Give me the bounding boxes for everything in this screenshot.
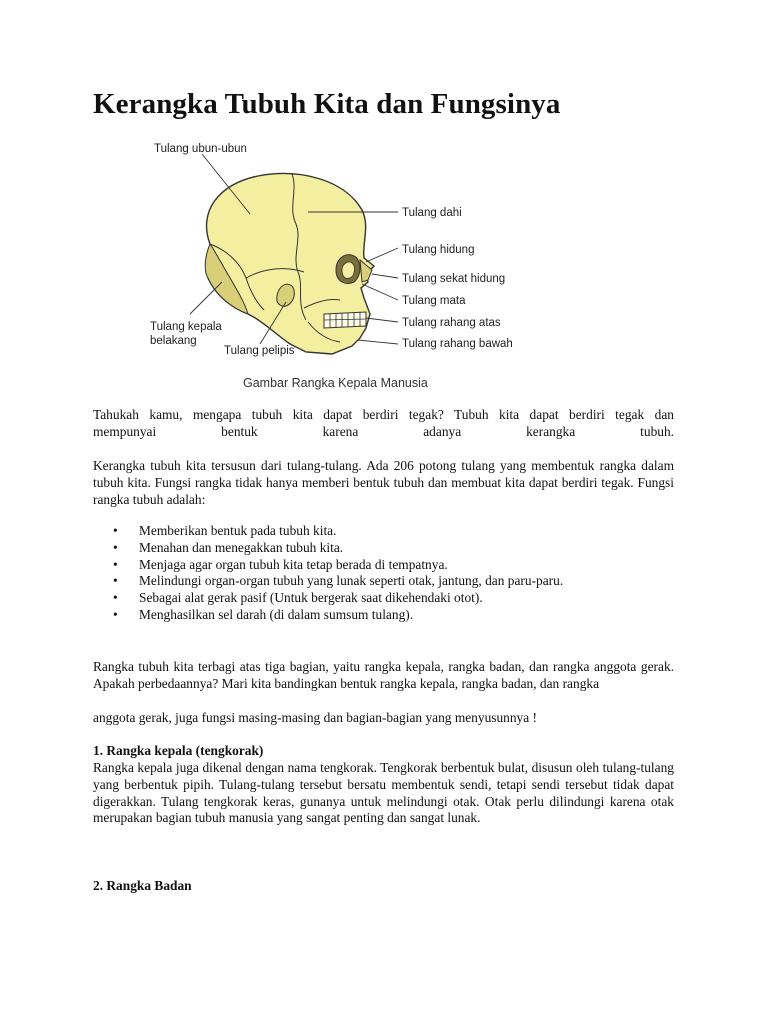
page-title: Kerangka Tubuh Kita dan Fungsinya (93, 88, 561, 120)
bullet-mark: • (113, 556, 118, 572)
bullet-mark: • (113, 606, 118, 622)
label-pelipis: Tulang pelipis (224, 345, 295, 357)
list-item: • Sebagai alat gerak pasif (Untuk bergerak saat dikehendaki otot). (113, 590, 483, 606)
label-belakang-2: belakang (150, 335, 197, 347)
paragraph-structure: Kerangka tubuh kita tersusun dari tulang-tulang. Ada 206 potong tulang yang membentuk rangka dalam tubuh kita. Fungsi rangka tidak hanya memberi bentuk tubuh dan membuat kita dapat berdiri tegak. Fungsi rangka tubuh adalah: (93, 458, 674, 507)
label-belakang-1: Tulang kepala (150, 321, 222, 333)
intro-line-1: Tahukah kamu, mengapa tubuh kita dapat berdiri tegak? Tubuh kita dapat berdiri tegak dan (93, 407, 674, 422)
section1-heading: 1. Rangka kepala (tengkorak) (93, 743, 264, 758)
list-item: • Menahan dan menegakkan tubuh kita. (113, 539, 344, 555)
functions-list (93, 523, 674, 624)
label-dahi: Tulang dahi (402, 207, 462, 219)
label-rahang-atas: Tulang rahang atas (402, 317, 501, 329)
list-item: • Melindungi organ-organ tubuh yang lunak seperti otak, jantung, dan paru-paru. (113, 573, 564, 589)
label-rahang-bawah: Tulang rahang bawah (402, 338, 513, 350)
eye-inner (342, 262, 354, 279)
skull-diagram (140, 132, 540, 362)
list-item: • Menjaga agar organ tubuh kita tetap berada di tempatnya. (113, 556, 448, 572)
bullet-mark: • (113, 590, 118, 606)
bullet-mark: • (113, 573, 118, 589)
bullet-mark: • (113, 539, 118, 555)
figure-caption: Gambar Rangka Kepala Manusia (243, 376, 428, 390)
label-ubun: Tulang ubun-ubun (154, 143, 247, 155)
label-hidung: Tulang hidung (402, 244, 475, 256)
list-item: • Menghasilkan sel darah (di dalam sumsum tulang). (113, 606, 414, 622)
intro-line-2: mempunyai bentuk karena adanya kerangka tubuh. (93, 424, 674, 439)
label-sekat: Tulang sekat hidung (402, 273, 506, 285)
section1-text: Rangka kepala juga dikenal dengan nama tengkorak. Tengkorak berbentuk bulat, disusun oleh tulang-tulang yang berbentuk pipih. Tulang-tulang tersebut bersatu membentuk sendi, tetapi sendi tersebut tidak dapat digerakkan. Tulang tengkorak keras, gunanya untuk melindungi otak. Otak perlu dilindungi karena otak merupakan bagian tubuh manusia yang sangat penting dan sangat lunak. (93, 760, 674, 826)
section2-heading: 2. Rangka Badan (93, 878, 192, 893)
paragraph-parts-line2: anggota gerak, juga fungsi masing-masing dan bagian-bagian yang menyusunnya ! (93, 710, 538, 725)
list-item: • Memberikan bentuk pada tubuh kita. (113, 523, 337, 538)
bullet-mark: • (113, 523, 118, 538)
label-mata: Tulang mata (402, 295, 466, 307)
paragraph-parts: Rangka tubuh kita terbagi atas tiga bagian, yaitu rangka kepala, rangka badan, dan rangka anggota gerak. Apakah perbedaannya? Mari kita bandingkan bentuk rangka kepala, rangka badan, dan rangka (93, 659, 674, 691)
